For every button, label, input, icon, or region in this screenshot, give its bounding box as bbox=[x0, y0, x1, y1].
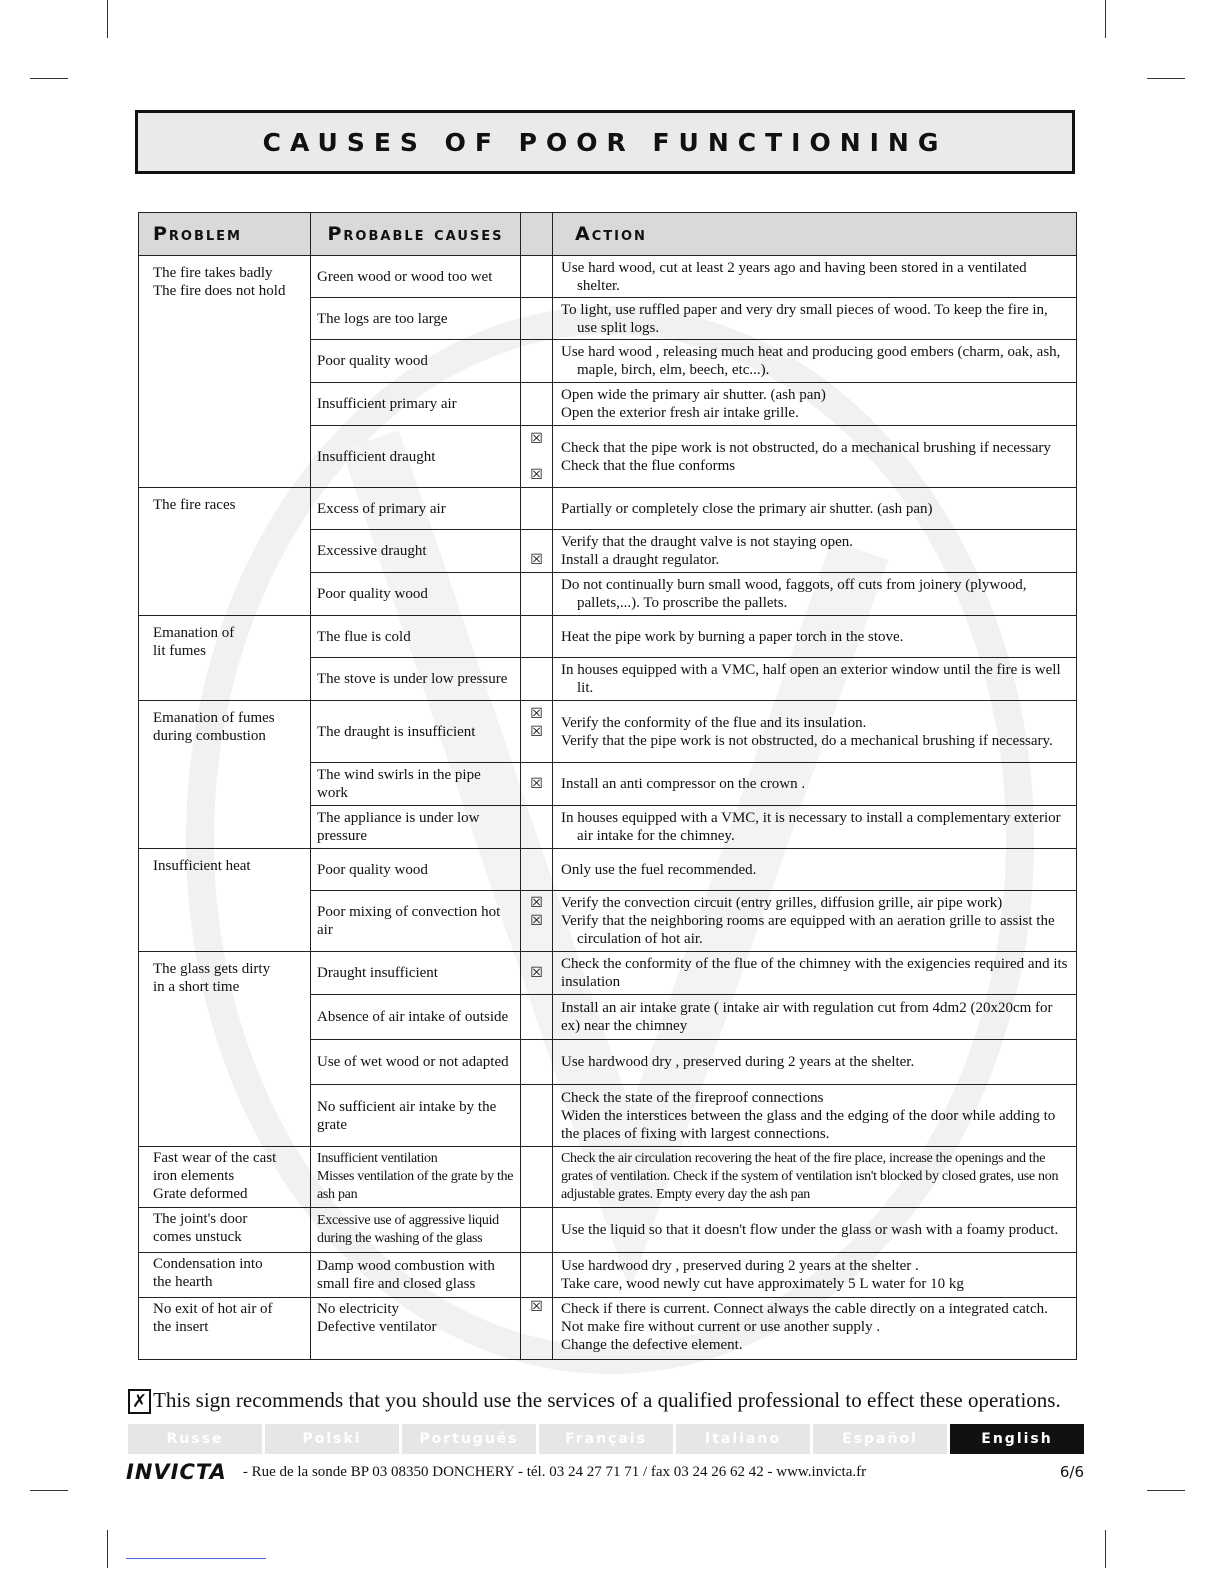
header-mark-column bbox=[521, 213, 553, 256]
header-problem: Problem bbox=[139, 213, 311, 256]
cause-cell: The stove is under low pressure bbox=[311, 658, 521, 701]
cause-cell: No sufficient air intake by the grate bbox=[311, 1085, 521, 1147]
page-title: CAUSES OF POOR FUNCTIONING bbox=[262, 127, 948, 157]
problem-cell: Condensation into the hearth bbox=[139, 1253, 311, 1298]
tab-italiano[interactable]: Italiano bbox=[676, 1424, 810, 1454]
professional-mark: ☒ bbox=[521, 1298, 553, 1360]
mark-cell bbox=[521, 1040, 553, 1085]
problem-cell: Emanation of fumes during combustion bbox=[139, 701, 311, 849]
action-cell: Verify the convection circuit (entry grilles, diffusion grille, air pipe work) Verify that the neighboring rooms are equipped with an aeration grille to assist the circulation of hot air. bbox=[553, 891, 1077, 952]
cause-cell: The wind swirls in the pipe work bbox=[311, 763, 521, 806]
mark-cell bbox=[521, 995, 553, 1040]
tab-espanol[interactable]: Español bbox=[813, 1424, 947, 1454]
action-cell: Check if there is current. Connect always the cable directly on a integrated catch. Not make fire without current or use another supply . Change the defective element. bbox=[553, 1298, 1077, 1360]
link-underline bbox=[126, 1558, 266, 1559]
action-cell: Heat the pipe work by burning a paper torch in the stove. bbox=[553, 616, 1077, 658]
crop-mark bbox=[107, 1530, 108, 1568]
page-number: 6/6 bbox=[1059, 1463, 1084, 1481]
table-row bbox=[139, 488, 1077, 530]
table-row bbox=[139, 701, 1077, 763]
table-row bbox=[139, 1253, 1077, 1298]
action-cell: In houses equipped with a VMC, half open an exterior window until the fire is well lit. bbox=[553, 658, 1077, 701]
cause-cell: Green wood or wood too wet bbox=[311, 256, 521, 298]
header-action: Action bbox=[553, 213, 1077, 256]
footer-address: - Rue de la sonde BP 03 08350 DONCHERY - tél. 03 24 27 71 71 / fax 03 24 26 62 42 - www.invicta.fr bbox=[242, 1463, 867, 1480]
table-row bbox=[139, 256, 1077, 298]
action-cell: Use hardwood dry , preserved during 2 years at the shelter . Take care, wood newly cut have approximately 5 L water for 10 kg bbox=[553, 1253, 1077, 1298]
action-cell: Check the conformity of the flue of the chimney with the exigencies required and its insulation bbox=[553, 952, 1077, 995]
professional-mark: ☒ ☒ bbox=[521, 426, 553, 488]
cause-cell: No electricity Defective ventilator bbox=[311, 1298, 521, 1360]
mark-cell bbox=[521, 1208, 553, 1253]
action-cell: In houses equipped with a VMC, it is necessary to install a complementary exterior air intake for the chimney. bbox=[553, 806, 1077, 849]
cause-cell: Damp wood combustion with small fire and closed glass bbox=[311, 1253, 521, 1298]
professional-mark: ☒ bbox=[521, 530, 553, 573]
cause-cell: Use of wet wood or not adapted bbox=[311, 1040, 521, 1085]
cause-cell: The flue is cold bbox=[311, 616, 521, 658]
action-cell: Open wide the primary air shutter. (ash pan) Open the exterior fresh air intake grille. bbox=[553, 383, 1077, 426]
action-cell: Install an air intake grate ( intake air with regulation cut from 4dm2 (20x20cm for ex) near the chimney bbox=[553, 995, 1077, 1040]
crop-mark bbox=[30, 78, 68, 79]
action-cell: Check that the pipe work is not obstructed, do a mechanical brushing if necessary Check that the flue conforms bbox=[553, 426, 1077, 488]
cause-cell: Insufficient draught bbox=[311, 426, 521, 488]
table-row bbox=[139, 849, 1077, 891]
mark-cell bbox=[521, 383, 553, 426]
cause-cell: The draught is insufficient bbox=[311, 701, 521, 763]
professional-mark: ☒ bbox=[521, 952, 553, 995]
crop-mark bbox=[1105, 1530, 1106, 1568]
action-cell: Do not continually burn small wood, faggots, off cuts from joinery (plywood, pallets,...). To proscribe the pallets. bbox=[553, 573, 1077, 616]
action-cell: Use the liquid so that it doesn't flow under the glass or wash with a foamy product. bbox=[553, 1208, 1077, 1253]
mark-cell bbox=[521, 1147, 553, 1208]
problem-cell: The glass gets dirty in a short time bbox=[139, 952, 311, 1147]
mark-cell bbox=[521, 298, 553, 340]
invicta-logo: INVICTA bbox=[126, 1460, 227, 1484]
problem-cell: Insufficient heat bbox=[139, 849, 311, 952]
action-cell: Check the state of the fireproof connections Widen the interstices between the glass and the edging of the door while adding to the places of fixing with largest connections. bbox=[553, 1085, 1077, 1147]
cause-cell: Excessive use of aggressive liquid during the washing of the glass bbox=[311, 1208, 521, 1253]
mark-cell bbox=[521, 806, 553, 849]
action-cell: Only use the fuel recommended. bbox=[553, 849, 1077, 891]
mark-cell bbox=[521, 616, 553, 658]
crop-mark bbox=[1147, 78, 1185, 79]
causes-table bbox=[138, 212, 1077, 1360]
table-row bbox=[139, 1208, 1077, 1253]
tab-polski[interactable]: Polski bbox=[265, 1424, 399, 1454]
page-title-box bbox=[135, 110, 1075, 174]
crop-mark bbox=[30, 1490, 68, 1491]
table-row bbox=[139, 1298, 1077, 1360]
cause-cell: Poor quality wood bbox=[311, 573, 521, 616]
problem-cell: Fast wear of the cast iron elements Grate deformed bbox=[139, 1147, 311, 1208]
mark-cell bbox=[521, 849, 553, 891]
crop-mark bbox=[1147, 1490, 1185, 1491]
problem-cell: The fire races bbox=[139, 488, 311, 616]
cause-cell: The appliance is under low pressure bbox=[311, 806, 521, 849]
header-probable-causes: Probable causes bbox=[311, 213, 521, 256]
cause-cell: Insufficient ventilation Misses ventilation of the grate by the ash pan bbox=[311, 1147, 521, 1208]
mark-cell bbox=[521, 1085, 553, 1147]
cause-cell: Poor quality wood bbox=[311, 849, 521, 891]
tab-russe[interactable]: Russe bbox=[128, 1424, 262, 1454]
table-row bbox=[139, 616, 1077, 658]
problem-cell: No exit of hot air of the insert bbox=[139, 1298, 311, 1360]
problem-cell: Emanation of lit fumes bbox=[139, 616, 311, 701]
table-row bbox=[139, 952, 1077, 995]
problem-cell: The fire takes badly The fire does not hold bbox=[139, 256, 311, 488]
mark-cell bbox=[521, 573, 553, 616]
crop-mark bbox=[1105, 0, 1106, 38]
language-tabs bbox=[128, 1424, 1084, 1454]
action-cell: Check the air circulation recovering the heat of the fire place, increase the openings and the grates of ventilation. Check if the system of ventilation isn't blocked by closed grates, use non adjustable grates. Empty every day the ash pan bbox=[553, 1147, 1077, 1208]
tab-portugues[interactable]: Português bbox=[402, 1424, 536, 1454]
cause-cell: The logs are too large bbox=[311, 298, 521, 340]
professional-mark: ☒ ☒ bbox=[521, 701, 553, 763]
problem-cell: The joint's door comes unstuck bbox=[139, 1208, 311, 1253]
professional-mark: ☒ ☒ bbox=[521, 891, 553, 952]
mark-cell bbox=[521, 1253, 553, 1298]
cause-cell: Draught insufficient bbox=[311, 952, 521, 995]
table-row bbox=[139, 1147, 1077, 1208]
action-cell: Use hard wood , releasing much heat and producing good embers (charm, oak, ash, maple, birch, elm, beech, etc...). bbox=[553, 340, 1077, 383]
crop-mark bbox=[107, 0, 108, 38]
action-cell: Verify that the draught valve is not staying open. Install a draught regulator. bbox=[553, 530, 1077, 573]
action-cell: To light, use ruffled paper and very dry small pieces of wood. To keep the fire in, use split logs. bbox=[553, 298, 1077, 340]
cause-cell: Excessive draught bbox=[311, 530, 521, 573]
table-header-row bbox=[139, 213, 1077, 256]
mark-cell bbox=[521, 340, 553, 383]
cause-cell: Poor quality wood bbox=[311, 340, 521, 383]
action-cell: Partially or completely close the primary air shutter. (ash pan) bbox=[553, 488, 1077, 530]
action-cell: Install an anti compressor on the crown . bbox=[553, 763, 1077, 806]
professional-mark-icon: ✗ bbox=[128, 1389, 151, 1414]
action-cell: Verify the conformity of the flue and its insulation. Verify that the pipe work is not obstructed, do a mechanical brushing if necessary. bbox=[553, 701, 1077, 763]
action-cell: Use hard wood, cut at least 2 years ago and having been stored in a ventilated shelter. bbox=[553, 256, 1077, 298]
mark-cell bbox=[521, 488, 553, 530]
tab-francais[interactable]: Français bbox=[539, 1424, 673, 1454]
tab-english[interactable]: English bbox=[950, 1424, 1084, 1454]
professional-note: ✗ This sign recommends that you should use the services of a qualified professional to effect these operations. bbox=[128, 1388, 1061, 1413]
cause-cell: Poor mixing of convection hot air bbox=[311, 891, 521, 952]
professional-mark: ☒ bbox=[521, 763, 553, 806]
cause-cell: Insufficient primary air bbox=[311, 383, 521, 426]
mark-cell bbox=[521, 256, 553, 298]
cause-cell: Absence of air intake of outside bbox=[311, 995, 521, 1040]
footer bbox=[126, 1458, 1084, 1486]
cause-cell: Excess of primary air bbox=[311, 488, 521, 530]
mark-cell bbox=[521, 658, 553, 701]
action-cell: Use hardwood dry , preserved during 2 years at the shelter. bbox=[553, 1040, 1077, 1085]
